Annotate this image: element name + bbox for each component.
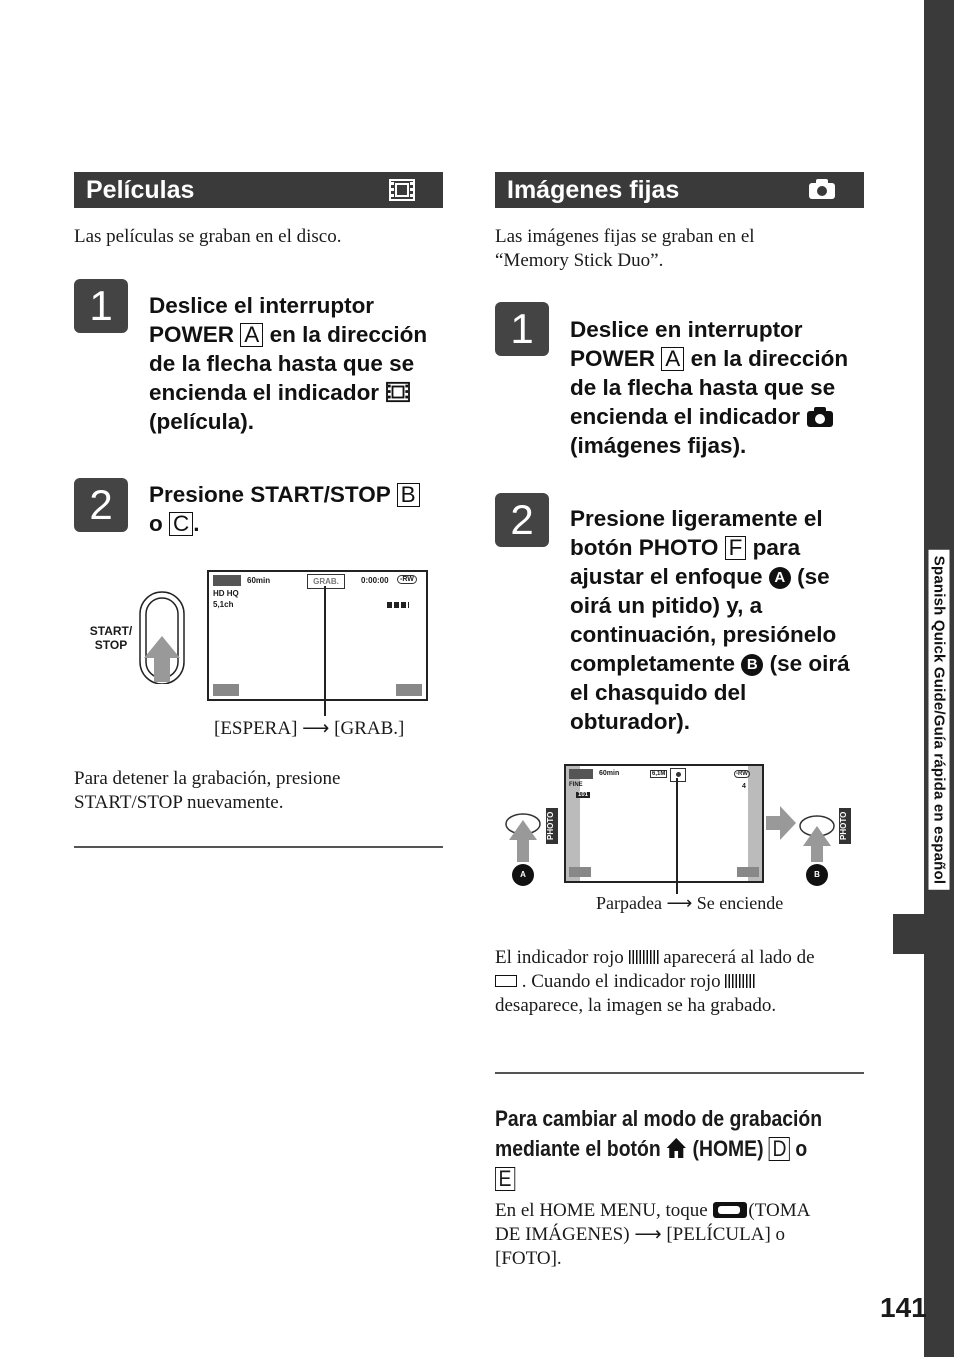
arrow-right-icon: ⟶ xyxy=(302,718,330,739)
section-title: Películas xyxy=(86,176,195,204)
section-title: Imágenes fijas xyxy=(507,176,680,204)
film-icon xyxy=(385,381,411,403)
subsection-body: En el HOME MENU, toque (TOMA DE IMÁGENES) ⟶ [PELÍCULA] o [FOTO]. xyxy=(495,1200,811,1269)
movie-caption: [ESPERA] ⟶ [GRAB.] xyxy=(214,718,405,739)
label-box: E xyxy=(495,1167,515,1191)
circle-label: B xyxy=(806,864,828,886)
quality-indicator: HD HQ xyxy=(213,589,239,598)
red-indicator-icon xyxy=(629,950,659,964)
red-indicator-icon xyxy=(725,974,755,988)
battery-remaining: 60min xyxy=(247,576,271,585)
divider xyxy=(495,1072,864,1074)
camera-icon xyxy=(808,178,836,200)
arrow-right-icon: ⟶ xyxy=(634,1224,662,1245)
image-count: 4 xyxy=(742,783,746,790)
movies-note: Para detener la grabación, presione START/STOP nuevamente. xyxy=(74,768,341,813)
photo-caption: Parpadea ⟶ Se enciende xyxy=(596,893,784,913)
label-box: F xyxy=(725,536,747,560)
lcd-right-bar xyxy=(748,766,762,881)
disc-type: -RW xyxy=(397,575,417,584)
rec-status: GRAB. xyxy=(307,574,345,589)
folder-indicator: 101 xyxy=(578,792,589,798)
home-icon xyxy=(666,1137,687,1159)
photo-label: PHOTO xyxy=(839,808,851,844)
lcd-screen-photo xyxy=(564,764,764,883)
photo-button-half-press xyxy=(503,810,543,864)
still-intro: Las imágenes fijas se graban en el “Memory Stick Duo”. xyxy=(495,226,755,271)
focus-indicator xyxy=(670,768,686,782)
side-tab-marker xyxy=(893,914,954,954)
memory-stick-icon xyxy=(495,975,517,987)
subsection-title: Para cambiar al modo de grabación mediante el botón (HOME) D o E xyxy=(495,1106,823,1191)
view-button-icon xyxy=(569,867,591,877)
section-header-movies xyxy=(74,172,443,208)
side-tab-label: Spanish Quick Guide/Guía rápida en español xyxy=(924,520,954,920)
movies-step2-text: Presione START/STOP B o C . xyxy=(149,480,449,538)
movies-intro: Las películas se graban en el disco. xyxy=(74,226,342,247)
start-stop-label: START/ STOP xyxy=(89,624,133,652)
arrow-right-icon xyxy=(766,806,796,840)
divider xyxy=(74,846,443,848)
circle-label: A xyxy=(512,864,534,886)
film-icon xyxy=(389,178,415,202)
battery-remaining: 60min xyxy=(599,770,620,777)
rec-counter: 0:00:00 xyxy=(361,576,389,585)
label-box: C xyxy=(169,512,193,536)
quality-fine: FINE xyxy=(569,782,583,788)
step-number: 1 xyxy=(74,279,128,333)
circle-label: A xyxy=(769,567,791,589)
lcd-screen-movie xyxy=(207,570,428,701)
photo-button-full-press xyxy=(797,810,837,864)
camera-icon xyxy=(806,406,834,428)
callout-line xyxy=(676,778,678,894)
label-box: D xyxy=(769,1137,790,1161)
still-note: El indicador rojo aparecerá al lado de . Cuando el indicador rojo desaparece, la imagen se ha grabado. xyxy=(495,947,815,1016)
camcorder-icon xyxy=(712,1201,748,1219)
still-step2-text: Presione ligeramente el botón PHOTO F para ajustar el enfoque A (se oirá un pitido) y, a continuación, presiónelo completamente B (se oirá el chasquido del obturador). xyxy=(570,506,850,734)
arrow-right-icon: ⟶ xyxy=(666,893,693,913)
option-button-icon xyxy=(396,684,422,696)
label-box: A xyxy=(661,347,684,371)
callout-line xyxy=(324,586,326,716)
option-button-icon xyxy=(737,867,759,877)
still-step1-text: Deslice en interruptor POWER A en la dirección de la flecha hasta que se encienda el indicador (imágenes fijas). xyxy=(570,317,849,458)
step-number: 2 xyxy=(495,493,549,547)
image-size: 6,1M xyxy=(652,771,666,777)
step-number: 2 xyxy=(74,478,128,532)
home-icon xyxy=(569,769,593,779)
circle-label: B xyxy=(741,654,763,676)
page-number: 141 xyxy=(880,1292,927,1323)
disc-type: -RW xyxy=(736,771,748,777)
start-stop-button-illustration xyxy=(136,588,190,684)
movies-step1-text: Deslice el interruptor POWER A en la dirección de la flecha hasta que se encienda el indicador (película). xyxy=(149,293,428,434)
home-icon xyxy=(213,575,241,586)
view-button-icon xyxy=(213,684,239,696)
step-number: 1 xyxy=(495,302,549,356)
label-box: B xyxy=(397,483,420,507)
section-header-still-images xyxy=(495,172,864,208)
photo-label: PHOTO xyxy=(546,808,558,844)
label-box: A xyxy=(240,323,263,347)
battery-bars xyxy=(387,602,409,608)
audio-indicator: 5,1ch xyxy=(213,600,234,609)
